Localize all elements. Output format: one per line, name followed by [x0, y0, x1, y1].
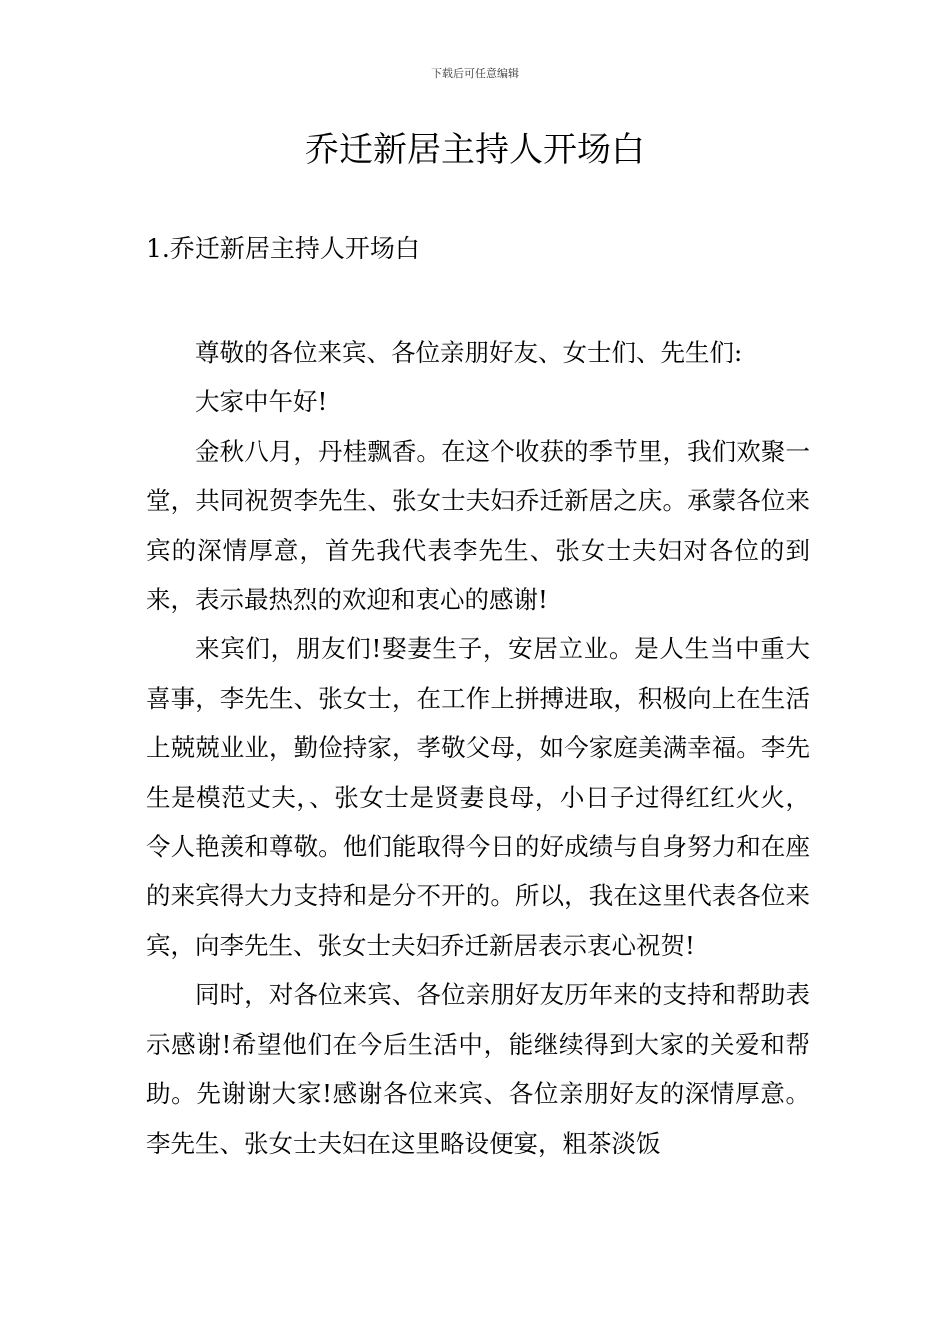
document-title: 乔迁新居主持人开场白 [305, 130, 645, 170]
paragraph-opening: 金秋八月，丹桂飘香。在这个收获的季节里，我们欢聚一堂，共同祝贺李先生、张女士夫妇乔迁新居之庆。承蒙各位来宾的深情厚意，首先我代表李先生、张女士夫妇对各位的到来，表示最热烈的欢迎和衷心的感谢! [146, 436, 810, 615]
paragraph-greeting: 大家中午好! [195, 387, 328, 417]
page-header-note: 下载后可任意编辑 [431, 67, 519, 80]
paragraph-thanks: 同时，对各位来宾、各位亲朋好友历年来的支持和帮助表示感谢!希望他们在今后生活中，能继续得到大家的关爱和帮助。先谢谢大家!感谢各位来宾、各位亲朋好友的深情厚意。李先生、张女士夫妇在这里略设便宴，粗茶淡饭 [146, 980, 810, 1158]
document-body [146, 328, 810, 1168]
paragraph-congratulations: 来宾们，朋友们!娶妻生子，安居立业。是人生当中重大喜事，李先生、张女士，在工作上拼搏进取，积极向上在生活上兢兢业业，勤俭持家，孝敬父母，如今家庭美满幸福。李先生是模范丈夫，、张女士是贤妻良母，小日子过得红红火火，令人艳羡和尊敬。他们能取得今日的好成绩与自身努力和在座的来宾得大力支持和是分不开的。所以，我在这里代表各位来宾，向李先生、张女士夫妇乔迁新居表示衷心祝贺! [146, 634, 810, 960]
section-heading: 1.乔迁新居主持人开场白 [146, 234, 420, 263]
paragraph-salutation: 尊敬的各位来宾、各位亲朋好友、女士们、先生们: [195, 338, 743, 367]
